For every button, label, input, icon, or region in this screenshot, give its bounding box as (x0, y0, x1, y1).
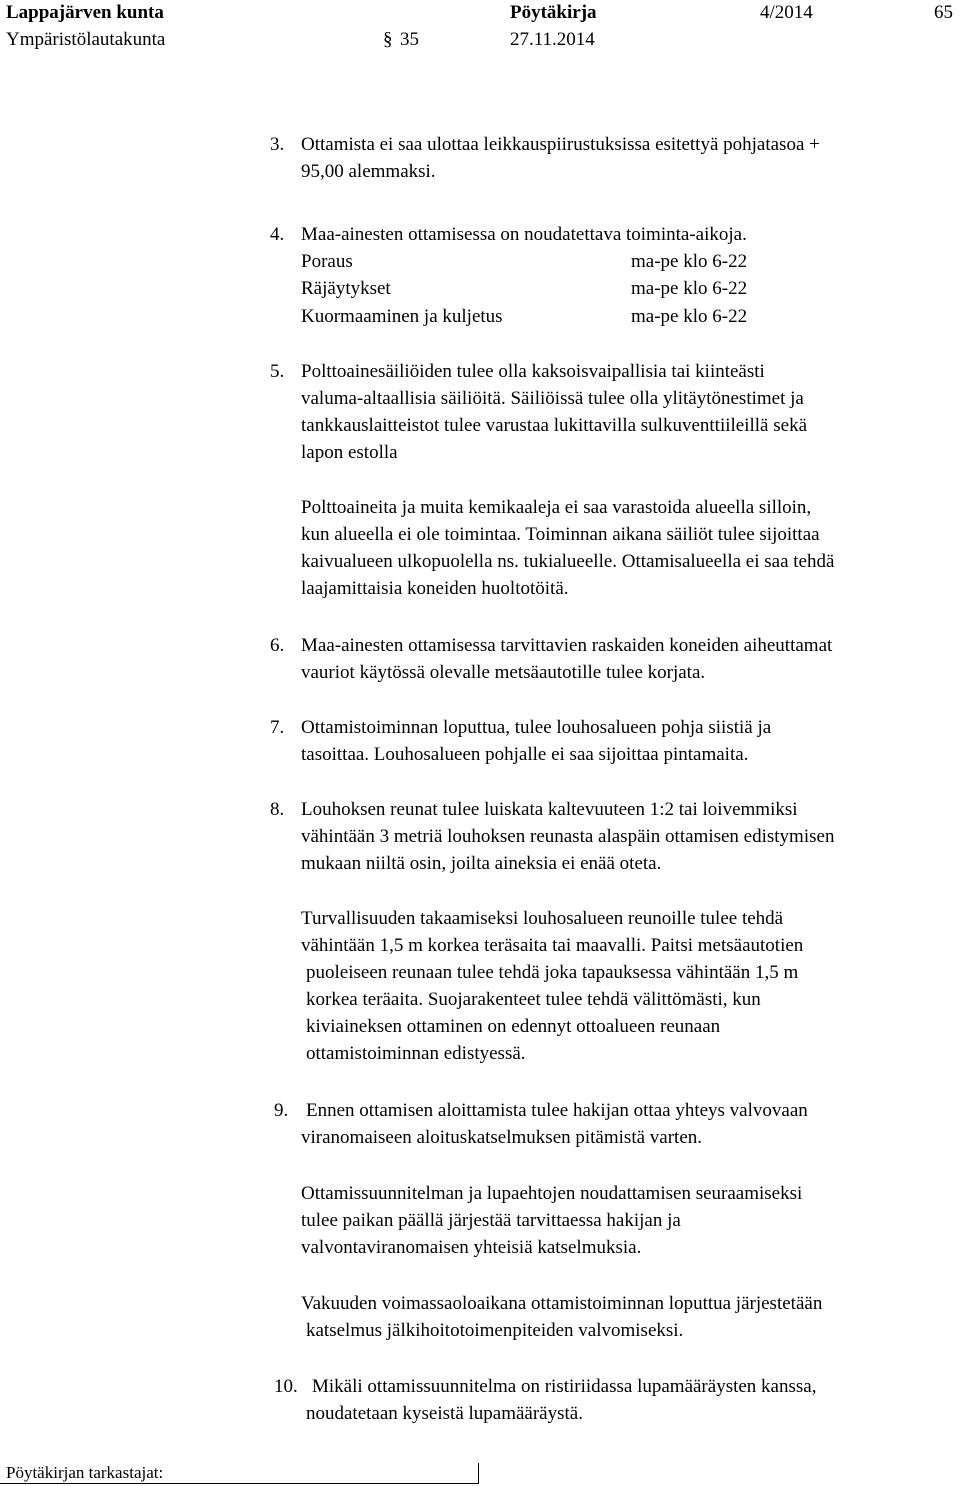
schedule-activity: Räjäytykset (301, 278, 391, 300)
document-type: Pöytäkirja (510, 2, 597, 23)
item-line: Turvallisuuden takaamiseksi louhosalueen reunoille tulee tehdä (301, 908, 784, 929)
schedule-row (301, 248, 781, 275)
item-line: puoleiseen reunaan tulee tehdä joka tapauksessa vähintään 1,5 m (306, 962, 799, 983)
item-line: Ottamissuunnitelman ja lupaehtojen noudattamisen seuraamiseksi (301, 1183, 803, 1204)
item-line: lapon estolla (301, 442, 398, 463)
item-line: korkea teräaita. Suojarakenteet tulee tehdä välittömästi, kun (306, 989, 761, 1010)
item-line: Ottamista ei saa ulottaa leikkauspiirustuksissa esitettyä pohjatasoa + (301, 134, 820, 155)
schedule-time: ma-pe klo 6-22 (631, 305, 748, 327)
item-line: kun alueella ei ole toimintaa. Toiminnan aikana säiliöt tulee sijoittaa (301, 524, 820, 545)
minutes-reviewers-label: Pöytäkirjan tarkastajat: (6, 1463, 164, 1482)
item-line: tasoittaa. Louhosalueen pohjalle ei saa sijoittaa pintamaita. (301, 744, 749, 765)
section-number: 35 (400, 29, 419, 50)
item-line: 95,00 alemmaksi. (301, 161, 436, 182)
item-line: kiviaineksen ottaminen on edennyt ottoalueen reunaan (306, 1016, 721, 1037)
item-line: vähintään 1,5 m korkea teräsaita tai maavalli. Paitsi metsäautotien (301, 935, 804, 956)
item-line: Maa-ainesten ottamisessa on noudatettava toiminta-aikoja. (301, 224, 747, 245)
signature-line (0, 1483, 478, 1484)
item-line: noudatetaan kyseistä lupamääräystä. (306, 1403, 583, 1424)
item-line: Polttoaineita ja muita kemikaaleja ei saa varastoida alueella silloin, (301, 497, 812, 518)
item-number: 9. (274, 1100, 289, 1121)
schedule-activity: Poraus (301, 251, 353, 272)
item-number: 5. (270, 361, 285, 382)
item-line: kaivualueen ulkopuolella ns. tukialueelle. Ottamisalueella ei saa tehdä (301, 551, 835, 572)
schedule-activity: Kuormaaminen ja kuljetus (301, 305, 503, 327)
item-number: 8. (270, 799, 285, 820)
item-line: vähintään 3 metriä louhoksen reunasta alaspäin ottamisen edistymisen (301, 826, 835, 847)
item-number: 10. (274, 1376, 298, 1397)
schedule-time: ma-pe klo 6-22 (631, 251, 748, 272)
item-number: 6. (270, 635, 285, 656)
item-line: mukaan niiltä osin, joilta aineksia ei enää oteta. (301, 853, 662, 874)
item-line: Mikäli ottamissuunnitelma on ristiriidassa lupamääräysten kanssa, (312, 1376, 817, 1397)
item-line: Louhoksen reunat tulee luiskata kaltevuuteen 1:2 tai loivemmiksi (301, 799, 798, 820)
item-line: viranomaiseen aloituskatselmuksen pitämistä varten. (301, 1127, 703, 1148)
item-line: Ennen ottamisen aloittamista tulee hakijan ottaa yhteys valvovaan (306, 1100, 808, 1121)
item-line: valuma-altaallisia säiliöitä. Säiliöissä tulee olla ylitäytönestimet ja (301, 388, 804, 409)
item-line: Maa-ainesten ottamisessa tarvittavien raskaiden koneiden aiheuttamat (301, 635, 833, 656)
item-number: 7. (270, 717, 285, 738)
item-line: tulee paikan päällä järjestää tarvittaessa hakijan ja (301, 1210, 681, 1231)
signature-line-end (478, 1463, 479, 1484)
schedule-row (301, 275, 781, 302)
item-line: Vakuuden voimassaoloaikana ottamistoiminnan loputtua järjestetään (301, 1293, 823, 1314)
item-line: Ottamistoiminnan loputtua, tulee louhosalueen pohja siistiä ja (301, 717, 772, 738)
committee-name: Ympäristölautakunta (6, 29, 166, 50)
item-number: 3. (270, 134, 285, 155)
item-line: katselmus jälkihoitotoimenpiteiden valvomiseksi. (306, 1320, 684, 1341)
page-number: 65 (934, 2, 953, 23)
item-line: ottamistoiminnan edistyessä. (306, 1043, 526, 1064)
document-number: 4/2014 (760, 2, 813, 23)
operating-hours-table (301, 248, 781, 330)
item-line: tankkauslaitteistot tulee varustaa lukittavilla sulkuventtiileillä sekä (301, 415, 808, 436)
organization-name: Lappajärven kunta (6, 2, 164, 23)
item-line: vauriot käytössä olevalle metsäautotille tulee korjata. (301, 662, 706, 683)
section-symbol: § (383, 29, 393, 50)
item-number: 4. (270, 224, 285, 245)
item-line: valvontaviranomaisen yhteisiä katselmuksia. (301, 1237, 642, 1258)
schedule-row (301, 303, 781, 330)
item-line: laajamittaisia koneiden huoltotöitä. (301, 578, 569, 599)
meeting-date: 27.11.2014 (510, 29, 595, 50)
schedule-time: ma-pe klo 6-22 (631, 278, 748, 300)
item-line: Polttoainesäiliöiden tulee olla kaksoisvaipallisia tai kiinteästi (301, 361, 765, 382)
